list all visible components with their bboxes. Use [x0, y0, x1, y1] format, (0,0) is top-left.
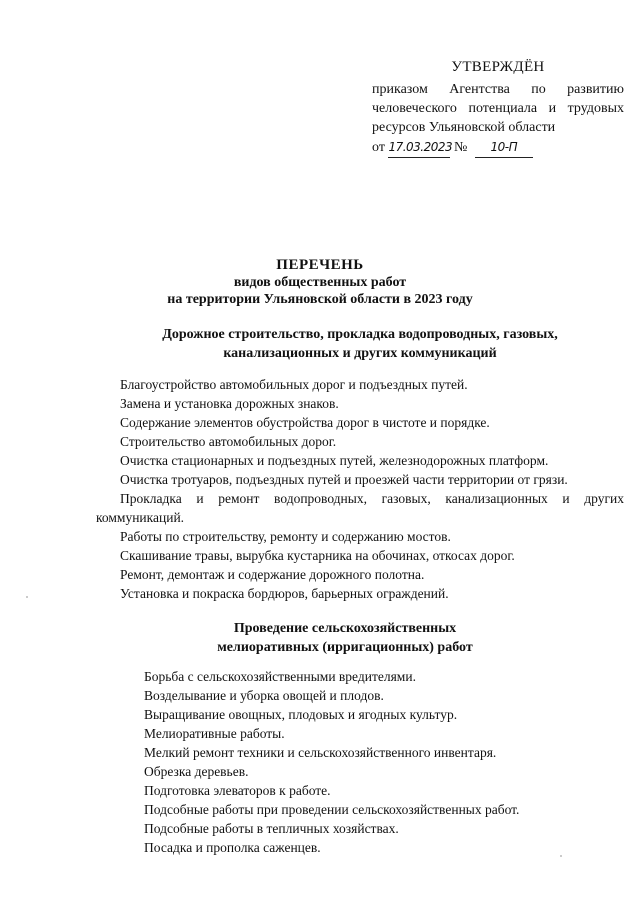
list-item: Скашивание травы, вырубка кустарника на обочинах, откосах дорог. — [120, 547, 515, 563]
list-item: Выращивание овощных, плодовых и ягодных культур. — [144, 707, 458, 722]
order-text: приказом Агентства по развитию человеческого потенциала и трудовых ресурсов Ульяновской области — [372, 82, 624, 135]
list-item: Работы по строительству, ремонту и содержанию мостов. — [120, 528, 451, 544]
scan-speck — [560, 855, 562, 857]
list-item: Ремонт, демонтаж и содержание дорожного полотна. — [120, 566, 425, 582]
list-item: Борьба с сельскохозяйственными вредителями. — [144, 669, 416, 684]
list-item: Посадка и прополка саженцев. — [144, 840, 321, 855]
list-item: Содержание элементов обустройства дорог в чистоте и порядке. — [120, 415, 490, 430]
section-heading-line: Проведение сельскохозяйственных — [233, 621, 457, 636]
section-heading-line: Дорожное строительство, прокладка водопроводных, газовых, — [162, 327, 558, 342]
list-item: Мелкий ремонт техники и сельскохозяйственного инвентаря. — [144, 745, 497, 760]
title-line2: видов общественных работ — [233, 275, 407, 290]
order-number: 10-П — [475, 138, 533, 158]
number-label: № — [453, 140, 468, 155]
section-heading-line: канализационных и других коммуникаций — [223, 346, 497, 361]
list-item: Подсобные работы при проведении сельскохозяйственных работ. — [144, 802, 520, 817]
section-heading-line: мелиоративных (ирригационных) работ — [217, 640, 473, 655]
order-date: 17.03.2023 — [388, 138, 450, 158]
agriculture-works-list — [144, 668, 624, 858]
title-main: ПЕРЕЧЕНЬ — [276, 257, 364, 273]
date-prefix: от — [372, 140, 385, 155]
approval-block — [372, 58, 624, 158]
list-item: Строительство автомобильных дорог. — [120, 434, 337, 449]
document-title — [0, 257, 640, 308]
list-item: Возделывание и уборка овощей и плодов. — [144, 688, 384, 703]
list-item: Подсобные работы в тепличных хозяйствах. — [144, 821, 399, 836]
approved-title: УТВЕРЖДЁН — [451, 59, 545, 75]
order-line — [372, 138, 624, 158]
list-item: Очистка тротуаров, подъездных путей и проезжей части территории от грязи. — [120, 472, 568, 487]
section-heading-agriculture — [170, 619, 520, 657]
list-item: Подготовка элеваторов к работе. — [144, 783, 331, 798]
list-item: Очистка стационарных и подъездных путей, железнодорожных платформ. — [120, 453, 549, 468]
title-line3: на территории Ульяновской области в 2023 году — [167, 292, 473, 307]
scan-speck — [26, 596, 28, 598]
list-item: Установка и покраска бордюров, барьерных ограждений. — [120, 585, 449, 601]
road-works-list — [96, 376, 624, 604]
list-item: Мелиоративные работы. — [144, 726, 285, 741]
section-heading-road — [120, 325, 600, 363]
list-item: Благоустройство автомобильных дорог и подъездных путей. — [120, 377, 468, 392]
list-item: Прокладка и ремонт водопроводных, газовых, канализационных и других коммуникаций. — [96, 491, 624, 525]
list-item: Замена и установка дорожных знаков. — [120, 396, 339, 411]
list-item: Обрезка деревьев. — [144, 764, 249, 779]
